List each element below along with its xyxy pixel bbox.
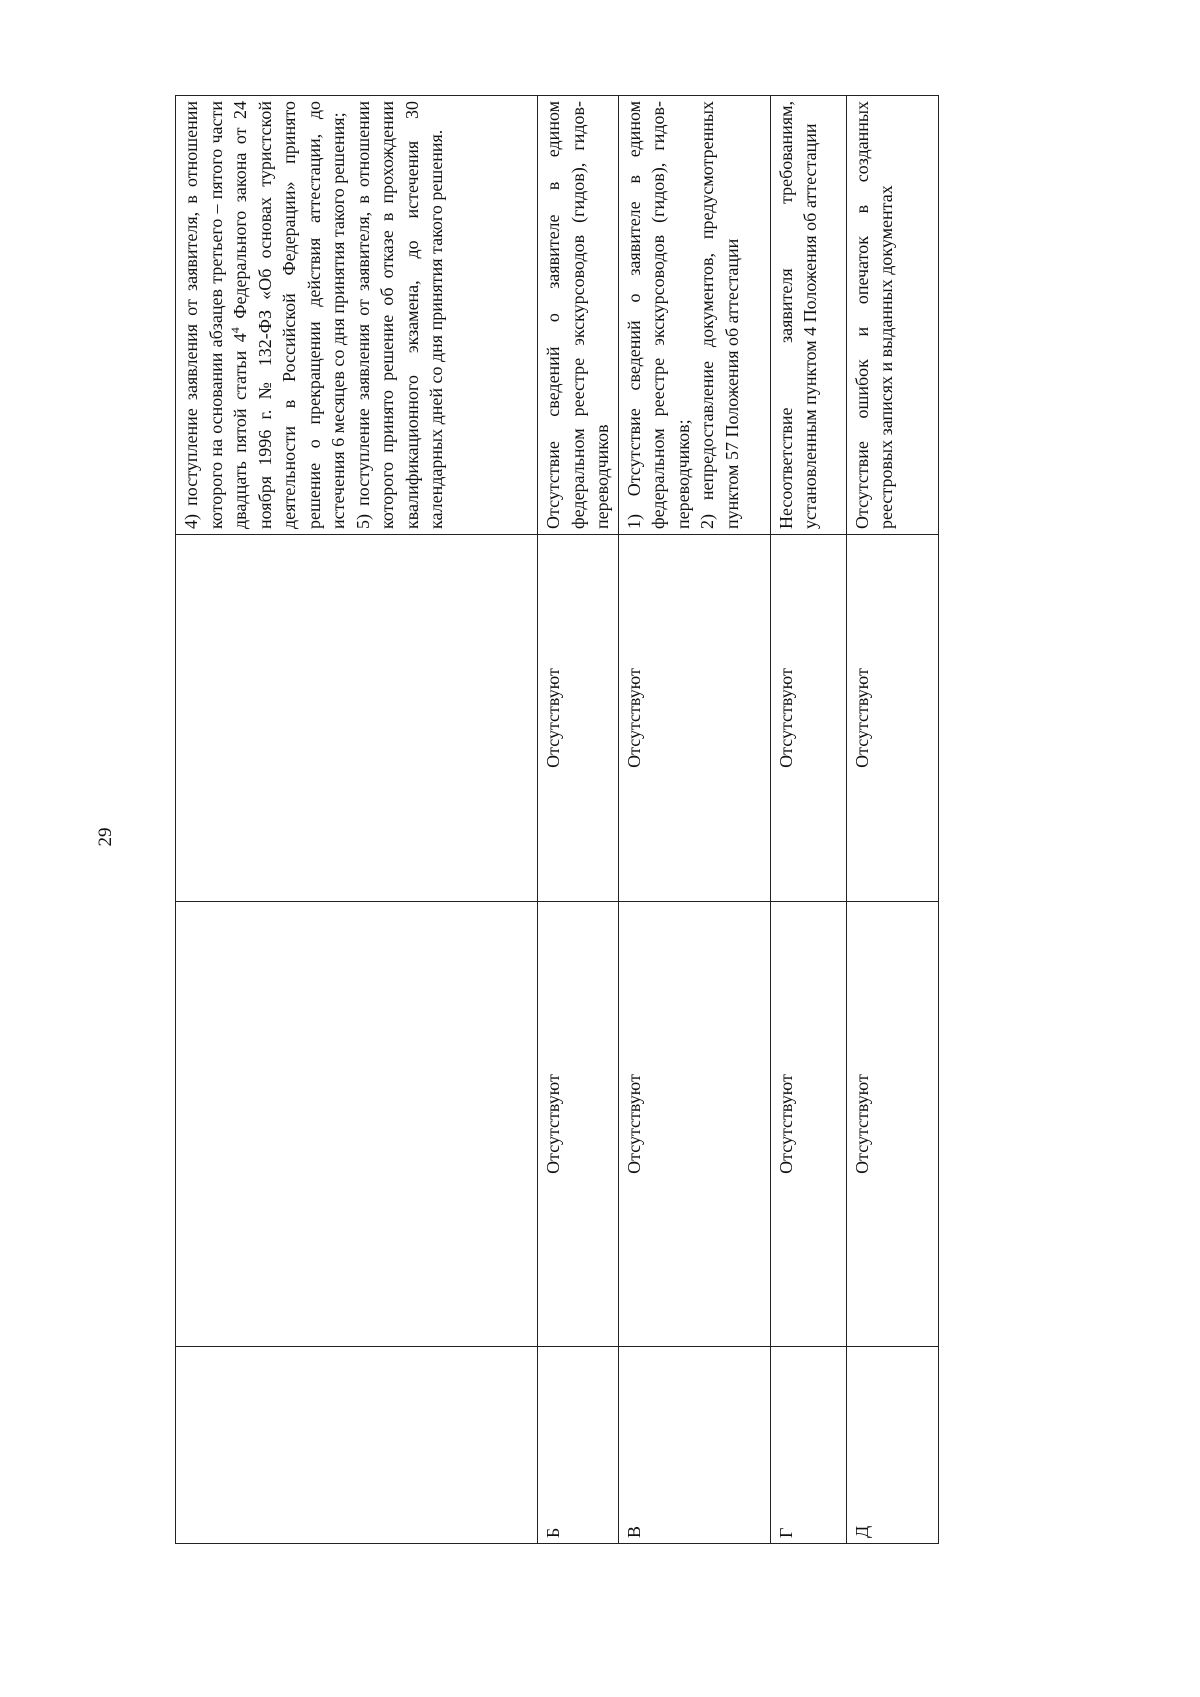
cell-code: Д [846,1347,938,1544]
superscript: 4 [228,327,242,334]
table-row [538,96,619,1544]
rotated-table-container [175,101,933,1544]
cell-code: В [618,1347,770,1544]
requirements-table [175,95,939,1544]
cell-code: Г [770,1347,846,1544]
cell-col4 [618,96,770,535]
cell-col4 [176,96,538,535]
table-row [618,96,770,1544]
table-row [770,96,846,1544]
cell-col4: Отсутствие сведений о заявителе в едином федеральном реестре экскурсоводов (гидов), гидов-переводчиков [538,96,619,535]
cell-col3: Отсутствуют [538,535,619,902]
cell-col2: Отсутствуют [538,902,619,1347]
list-item: 2) непредоставление документов, предусмотренных пунктом 57 Положения об аттестации [697,101,742,529]
cell-col3: Отсутствуют [846,535,938,902]
list-item: 5) поступление заявления от заявителя, в отношении которого принято решение об отказе в прохождении квалификационного экзамена, до истечения 30 календарных дней со дня принятия такого решения. [352,101,446,529]
cell-col2 [176,902,538,1347]
cell-code [176,1347,538,1544]
page-number: 29 [95,827,116,847]
item-4-text-cont: Федерального закона от 24 ноября 1996 г. № 132-ФЗ «Об основах туристской деятельности в Российской Федерации» принято решение о прекращении действия аттестации, до истечения 6 месяцев со дня принятия такого решения; [230,101,348,529]
cell-col2: Отсутствуют [770,902,846,1347]
cell-col3: Отсутствуют [618,535,770,902]
cell-col3 [176,535,538,902]
cell-col3: Отсутствуют [770,535,846,902]
cell-col2: Отсутствуют [618,902,770,1347]
cell-col4: Несоответствие заявителя требованиям, установленным пунктом 4 Положения об аттестации [770,96,846,535]
cell-col2: Отсутствуют [846,902,938,1347]
cell-code: Б [538,1347,619,1544]
list-item [179,101,351,529]
table-row [846,96,938,1544]
list-item: 1) Отсутствие сведений о заявителе в едином федеральном реестре экскурсоводов (гидов), гидов-переводчиков; [623,101,693,529]
table-row [176,96,538,1544]
item-4-text: 4) поступление заявления от заявителя, в отношении которого на основании абзацев третьего – пятого части двадцать пятой статьи 4 [181,101,250,529]
cell-col4: Отсутствие ошибок и опечаток в созданных реестровых записях и выданных документах [846,96,938,535]
